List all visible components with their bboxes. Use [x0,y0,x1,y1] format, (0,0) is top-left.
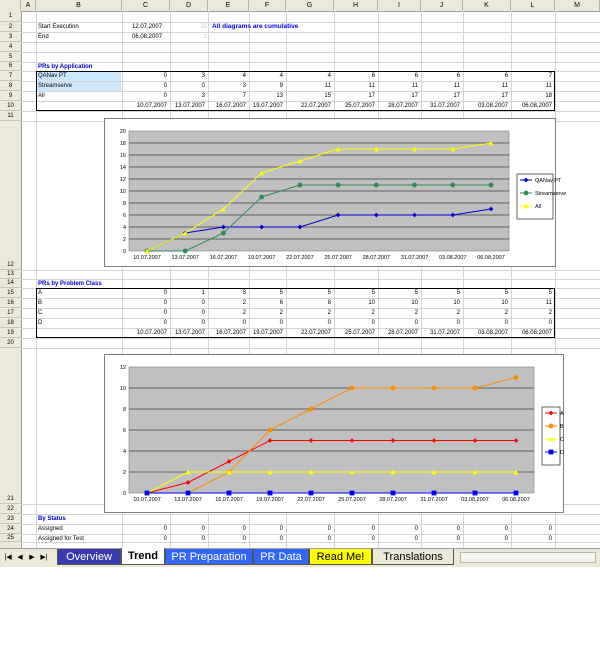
x-tick-label: 06.08.2007 [477,255,505,261]
gridline-horizontal [21,270,600,271]
app_table-value: 11 [324,83,331,89]
row-header-25[interactable]: 25 [0,534,21,542]
status_table-value: 0 [201,526,205,532]
app_table-value: 6 [504,73,508,79]
column-header-i[interactable]: I [378,0,421,11]
data-point [259,195,264,200]
class_table-date: 16.07.2007 [215,330,246,336]
sheet-tab-translations[interactable]: Translations [372,549,454,565]
class_table-date: 22.07.2007 [300,330,331,336]
y-tick-label: 4 [122,449,126,455]
status_table-value: 0 [456,536,460,542]
class_table-value: 5 [414,290,418,296]
data-point [227,491,232,496]
status_table-value: 0 [414,526,418,532]
class_table-value: 8 [327,300,331,306]
class_table-value: 0 [163,300,167,306]
class_table-value: 10 [368,300,375,306]
row-header-16[interactable]: 16 [0,298,21,308]
class_table-value: 5 [279,290,283,296]
class_table-value: 0 [456,320,460,326]
row-header-19[interactable]: 19 [0,328,21,338]
status_table-value: 0 [327,536,331,542]
data-point [432,491,437,496]
app_table-value: 11 [545,83,552,89]
x-tick-label: 03.08.2007 [439,255,467,261]
status_table-value: 0 [414,536,418,542]
x-tick-label: 28.07.2007 [379,497,407,503]
class_table-value: 10 [501,300,508,306]
x-tick-label: 06.08.2007 [502,497,530,503]
data-point [268,491,273,496]
app_table-value: 13 [276,93,283,99]
legend-label: QANav PT [535,178,562,184]
class_table-value: 5 [371,290,375,296]
select-all-corner[interactable] [0,0,21,11]
row-header-23[interactable]: 23 [0,514,21,524]
legend-box [542,407,560,465]
data-point [473,491,478,496]
sheet-tab-bar [0,548,600,567]
gridline-horizontal [21,111,600,112]
column-header-g[interactable]: G [286,0,334,11]
column-header-m[interactable]: M [555,0,600,11]
class_table-date: 13.07.2007 [174,330,205,336]
row-header-bar [0,11,22,548]
app_table-value: 7 [242,93,246,99]
row-header-14[interactable]: 14 [0,279,21,288]
class_table-date: 31.07.2007 [429,330,460,336]
cumulative-note: All diagrams are cumulative [212,23,299,30]
end-date: 06.08.2007 [132,34,163,40]
app_table-value: 4 [279,73,283,79]
row-header-13[interactable]: 13 [0,270,21,279]
row-header-17[interactable]: 17 [0,308,21,318]
class_table-value: 2 [242,310,246,316]
app_table-value: 11 [501,83,508,89]
row-header-1[interactable]: 1 [0,11,21,22]
y-tick-label: 18 [119,141,126,147]
app_table-date: 10.07.2007 [136,103,167,109]
app_table-value: 6 [456,73,460,79]
class_table-row-label: C [38,310,43,316]
column-header-c[interactable]: C [122,0,170,11]
row-header-10[interactable]: 10 [0,101,21,111]
status_table-value: 0 [456,526,460,532]
class_table-value: 2 [371,310,375,316]
start-date: 12.07.2007 [132,24,163,30]
x-tick-label: 13.07.2007 [174,497,202,503]
x-tick-label: 28.07.2007 [362,255,391,261]
sheet-tab-read-me[interactable]: Read Me! [309,549,372,565]
row-header-11[interactable]: 11 [0,111,21,121]
x-tick-label: 22.07.2007 [286,255,314,261]
class_table-value: 3 [242,290,246,296]
row-header-15[interactable]: 15 [0,288,21,298]
app_table-date: 31.07.2007 [429,103,460,109]
class_table-value: 2 [279,310,283,316]
class_table-value: 5 [548,290,552,296]
y-tick-label: 10 [119,189,126,195]
horizontal-scrollbar[interactable] [460,552,596,563]
app_table-value: 3 [242,83,246,89]
class_table-value: 0 [201,310,205,316]
class_table-date: 28.07.2007 [387,330,418,336]
app_table-value: 11 [368,83,375,89]
legend-label: B [560,424,564,430]
legend-marker [524,191,529,196]
x-tick-label: 31.07.2007 [400,255,429,261]
app_table-value: 11 [453,83,460,89]
column-header-e[interactable]: E [208,0,249,11]
row-header-3[interactable]: 3 [0,32,21,42]
app_table-date: 13.07.2007 [174,103,205,109]
y-tick-label: 16 [119,153,126,159]
class_table-value: 0 [201,320,205,326]
data-point [391,491,396,496]
status_table-row-label: Assigned for Test [38,536,84,542]
gridline-horizontal [21,62,600,63]
class_table-date: 25.07.2007 [344,330,375,336]
column-header-d[interactable]: D [170,0,208,11]
y-tick-label: 12 [119,365,126,371]
data-point [309,491,314,496]
app_table-value: 3 [201,93,205,99]
column-header-b[interactable]: B [36,0,122,11]
next-sheet-button[interactable]: ▶ [29,554,35,561]
row-header-24[interactable]: 24 [0,524,21,534]
end-number: 3 [203,34,207,40]
sheet-tab-overview[interactable]: Overview [57,549,121,565]
app_table-value: 9 [279,83,283,89]
class_table-date: 06.08.2007 [521,330,552,336]
data-point [489,183,494,188]
data-point [374,183,379,188]
row-header-6[interactable]: 6 [0,62,21,71]
class_table-value: 5 [327,290,331,296]
class_table-value: 5 [456,290,460,296]
app_table-value: 4 [242,73,246,79]
app_table-value: 17 [368,93,375,99]
column-header-a[interactable]: A [21,0,36,11]
app_table-date: 03.08.2007 [477,103,508,109]
data-point [297,183,302,188]
class_table-date: 19.07.2007 [252,330,283,336]
gridline-horizontal [21,338,600,339]
y-tick-label: 14 [119,165,126,171]
class_table-value: 0 [201,300,205,306]
x-tick-label: 10.07.2007 [133,497,161,503]
app_table-value: 0 [163,83,167,89]
class_table-value: 2 [414,310,418,316]
class_table-value: 10 [453,300,460,306]
class_table-row-label: A [38,290,43,296]
app_table-row-label: All [38,93,45,99]
data-point [514,375,519,380]
app_table-value: 15 [324,93,331,99]
data-point [309,407,314,412]
x-tick-label: 10.07.2007 [133,255,161,261]
row-header-5[interactable]: 5 [0,52,21,62]
row-header-22[interactable]: 22 [0,504,21,514]
class_table-value: 6 [279,300,283,306]
sheet-tab-pr-preparation[interactable]: PR Preparation [165,549,253,565]
legend-label: D [560,450,564,456]
app_table-date: 25.07.2007 [344,103,375,109]
status_table-title: By Status [38,516,66,522]
start-number: 25 [200,24,207,30]
y-tick-label: 10 [119,386,126,392]
data-point [514,491,519,496]
row-header-7[interactable]: 7 [0,71,21,81]
first-sheet-button[interactable]: |◀ [4,554,12,561]
class_table-value: 2 [504,310,508,316]
status_table-value: 0 [504,536,508,542]
status_table-value: 0 [327,526,331,532]
class_table-title: PRs by Problem Class [38,281,102,287]
gridline-horizontal [21,279,600,280]
class_table-value: 0 [163,290,167,296]
class_table-value: 0 [242,320,246,326]
x-tick-label: 22.07.2007 [297,497,325,503]
app_table-date: 06.08.2007 [521,103,552,109]
app_table-value: 0 [163,93,167,99]
last-sheet-button[interactable]: ▶| [40,554,48,561]
legend-marker [549,424,554,429]
status_table-row-label: Assigned [38,526,63,532]
y-tick-label: 2 [122,237,126,243]
app_table-value: 0 [201,83,205,89]
class_table-value: 0 [371,320,375,326]
app_table-value: 17 [411,93,418,99]
class_table-value: 2 [456,310,460,316]
prev-sheet-button[interactable]: ◀ [17,554,23,561]
data-point [221,231,226,236]
status_table-value: 0 [279,526,283,532]
x-tick-label: 19.07.2007 [256,497,284,503]
legend-label: Streamserve [535,191,567,197]
class_table-value: 2 [548,310,552,316]
status_table-value: 0 [371,536,375,542]
gridline-horizontal [21,348,600,349]
status_table-value: 0 [163,526,167,532]
class_table-date: 03.08.2007 [477,330,508,336]
class_table-value: 2 [327,310,331,316]
status_table-value: 0 [201,536,205,542]
legend-label: All [535,204,542,210]
y-tick-label: 8 [122,407,126,413]
row-header-20[interactable]: 20 [0,338,21,348]
data-point [391,386,396,391]
status_table-value: 0 [504,526,508,532]
data-point [183,249,188,254]
class_table-row-label: D [38,320,43,326]
row-header-18[interactable]: 18 [0,318,21,328]
class_table-value: 10 [411,300,418,306]
sheet-tab-trend[interactable]: Trend [121,548,165,565]
data-point [450,183,455,188]
app_table-value: 7 [548,73,552,79]
row-header-4[interactable]: 4 [0,42,21,52]
gridline-horizontal [21,52,600,53]
y-tick-label: 2 [122,470,126,476]
gridline-horizontal [21,42,600,43]
row-header-9[interactable]: 9 [0,91,21,101]
data-point [268,428,273,433]
gridline-horizontal [21,22,600,23]
class_table-value: 0 [163,320,167,326]
y-tick-label: 12 [119,177,126,183]
row-header-21[interactable]: 21 [0,348,21,504]
app_table-value: 3 [201,73,205,79]
data-point [473,386,478,391]
data-point [350,491,355,496]
class_table-value: 1 [201,290,205,296]
start-execution-label: Start Execution [38,24,79,30]
gridline-horizontal [21,32,600,33]
app_table-value: 11 [411,83,418,89]
legend-label: C [560,437,564,443]
app_table-date: 19.07.2007 [252,103,283,109]
app_table-row-label: Streamserve [38,83,73,89]
gridline-horizontal [21,514,600,515]
status_table-value: 0 [279,536,283,542]
status_table-value: 0 [371,526,375,532]
app_table-value: 6 [414,73,418,79]
chart-prs-by-problem-class[interactable] [104,354,564,513]
data-point [145,491,150,496]
class_table-row-label: B [38,300,43,306]
y-tick-label: 0 [122,249,126,255]
app_table-value: 17 [501,93,508,99]
data-point [336,183,341,188]
legend-label: A [560,411,564,417]
status_table-value: 0 [242,526,246,532]
x-tick-label: 25.07.2007 [324,255,352,261]
x-tick-label: 19.07.2007 [247,255,276,261]
data-point [350,386,355,391]
class_table-date: 10.07.2007 [136,330,167,336]
column-header-f[interactable]: F [249,0,286,11]
x-tick-label: 16.07.2007 [209,255,238,261]
x-tick-label: 16.07.2007 [215,497,243,503]
y-tick-label: 6 [122,428,126,434]
y-tick-label: 4 [122,225,126,231]
app_table-value: 0 [163,73,167,79]
class_table-value: 0 [548,320,552,326]
class_table-value: 0 [504,320,508,326]
data-point [432,386,437,391]
app_table-value: 17 [453,93,460,99]
status_table-value: 0 [548,536,552,542]
app_table-value: 6 [371,73,375,79]
class_table-value: 2 [242,300,246,306]
chart-prs-by-application[interactable] [104,118,567,267]
row-header-8[interactable]: 8 [0,81,21,91]
class_table-value: 0 [414,320,418,326]
y-tick-label: 20 [119,129,126,135]
app_table-row-label: QANav PT [38,73,67,79]
column-header-j[interactable]: J [421,0,463,11]
app_table-date: 22.07.2007 [300,103,331,109]
column-header-k[interactable]: K [463,0,511,11]
class_table-value: 5 [504,290,508,296]
status_table-value: 0 [548,526,552,532]
y-tick-label: 0 [122,491,126,497]
app_table-date: 16.07.2007 [215,103,246,109]
row-header-12[interactable]: 12 [0,121,21,270]
status_table-value: 0 [242,536,246,542]
sheet-tab-pr-data[interactable]: PR Data [253,549,309,565]
column-header-l[interactable]: L [511,0,555,11]
legend-marker [549,450,554,455]
data-point [412,183,417,188]
app_table-date: 28.07.2007 [387,103,418,109]
app_table-value: 4 [327,73,331,79]
x-tick-label: 03.08.2007 [461,497,489,503]
end-label: End [38,34,49,40]
x-tick-label: 31.07.2007 [420,497,448,503]
app_table-value: 18 [545,93,552,99]
x-tick-label: 25.07.2007 [338,497,366,503]
column-header-h[interactable]: H [334,0,378,11]
x-tick-label: 13.07.2007 [171,255,199,261]
app_table-title: PRs by Application [38,64,93,70]
y-tick-label: 6 [122,213,126,219]
row-header-2[interactable]: 2 [0,22,21,32]
data-point [186,491,191,496]
status_table-value: 0 [163,536,167,542]
class_table-value: 0 [279,320,283,326]
class_table-value: 0 [327,320,331,326]
class_table-value: 11 [545,300,552,306]
class_table-value: 0 [163,310,167,316]
y-tick-label: 8 [122,201,126,207]
